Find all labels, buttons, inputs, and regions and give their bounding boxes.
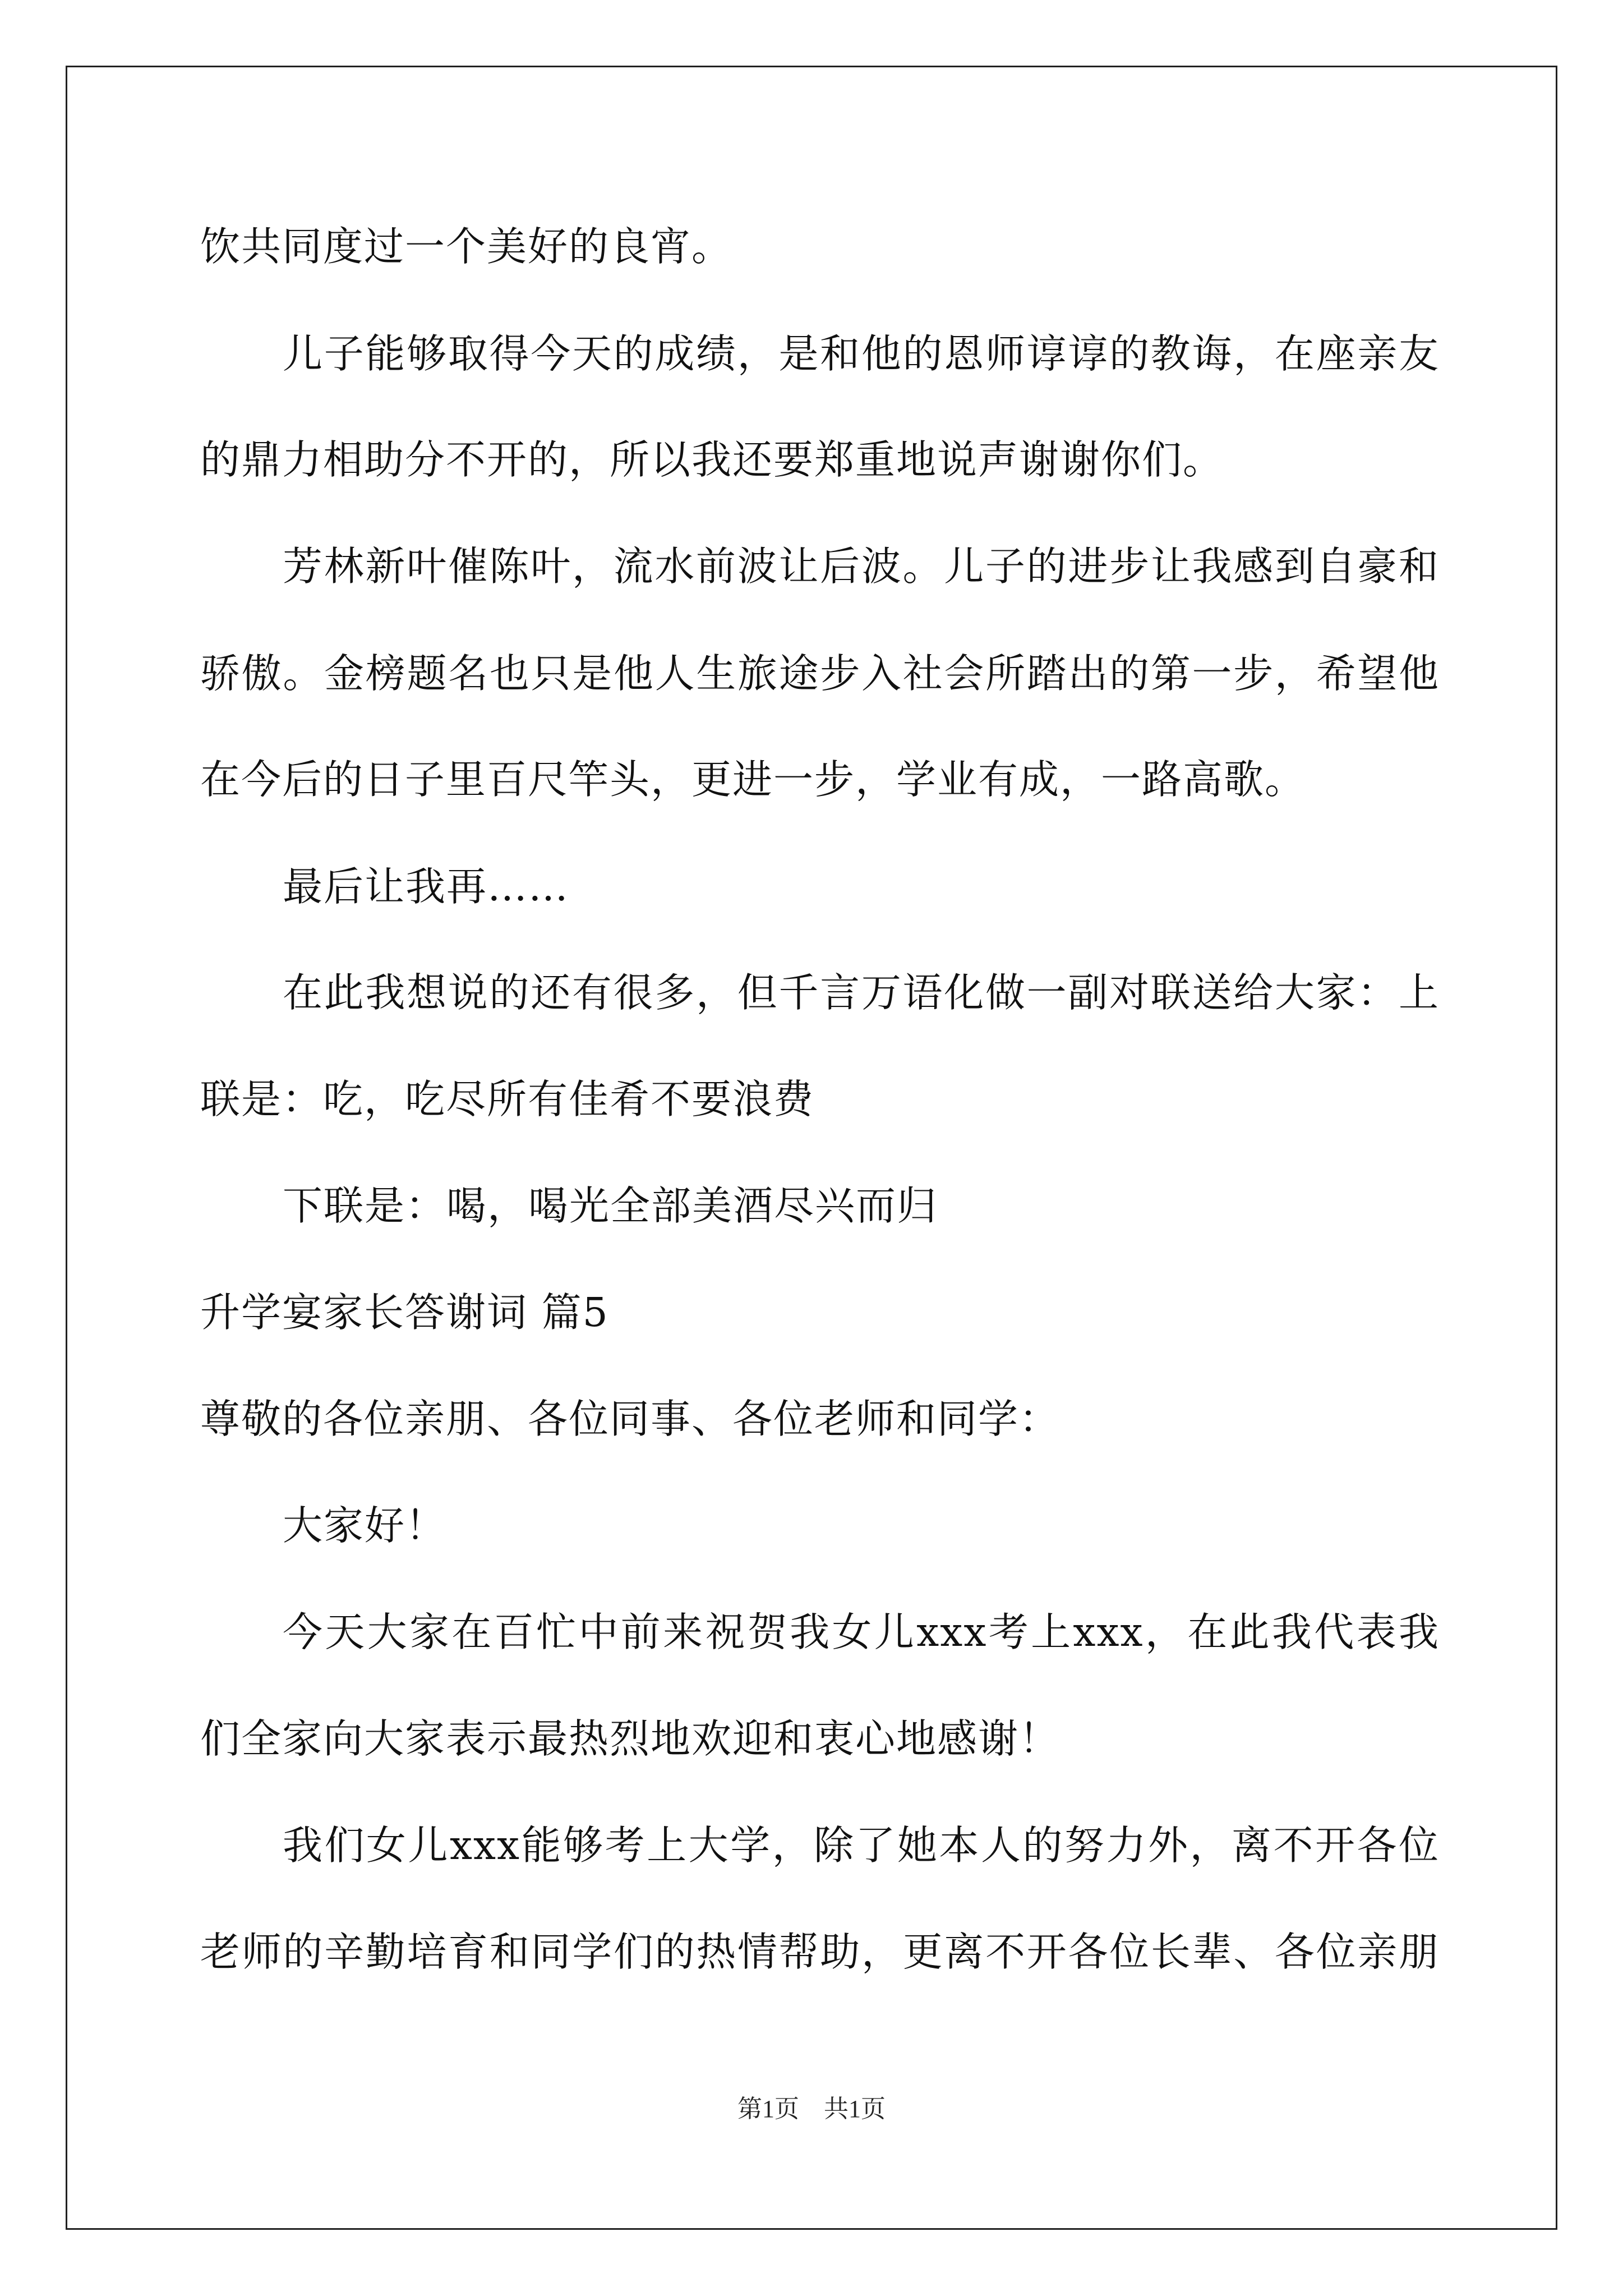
text-line: 骄傲。金榜题名也只是他人生旅途步入社会所踏出的第一步，希望他	[200, 650, 1440, 697]
text-line: 们全家向大家表示最热烈地欢迎和衷心地感谢！	[200, 1715, 1061, 1762]
salutation: 尊敬的各位亲朋、各位同事、各位老师和同学：	[200, 1396, 1061, 1442]
text-line: 老师的辛勤培育和同学们的热情帮助，更离不开各位长辈、各位亲朋	[200, 1929, 1440, 1975]
text-line: 今天大家在百忙中前来祝贺我女儿xxx考上xxx，在此我代表我	[283, 1609, 1440, 1655]
text-line: 我们女儿xxx能够考上大学，除了她本人的努力外，离不开各位	[283, 1822, 1440, 1869]
text-line: 儿子能够取得今天的成绩，是和他的恩师谆谆的教诲，在座亲友	[283, 330, 1440, 377]
page-border	[66, 66, 1557, 2230]
text-line: 最后让我再……	[283, 863, 570, 910]
text-line: 下联是：喝，喝光全部美酒尽兴而归	[283, 1182, 938, 1229]
text-line: 在今后的日子里百尺竿头，更进一步，学业有成，一路高歌。	[200, 756, 1306, 803]
text-line: 芳林新叶催陈叶，流水前波让后波。儿子的进步让我感到自豪和	[283, 543, 1440, 590]
greeting: 大家好！	[283, 1502, 447, 1549]
text-line: 在此我想说的还有很多，但千言万语化做一副对联送给大家：上	[283, 969, 1440, 1016]
text-line: 的鼎力相助分不开的，所以我还要郑重地说声谢谢你们。	[200, 436, 1224, 483]
text-line: 饮共同度过一个美好的良宵。	[200, 223, 733, 270]
text-line: 联是：吃，吃尽所有佳肴不要浪费	[200, 1076, 815, 1122]
page-footer: 第1页 共1页	[737, 2095, 886, 2123]
section-heading: 升学宴家长答谢词 篇5	[200, 1289, 609, 1336]
